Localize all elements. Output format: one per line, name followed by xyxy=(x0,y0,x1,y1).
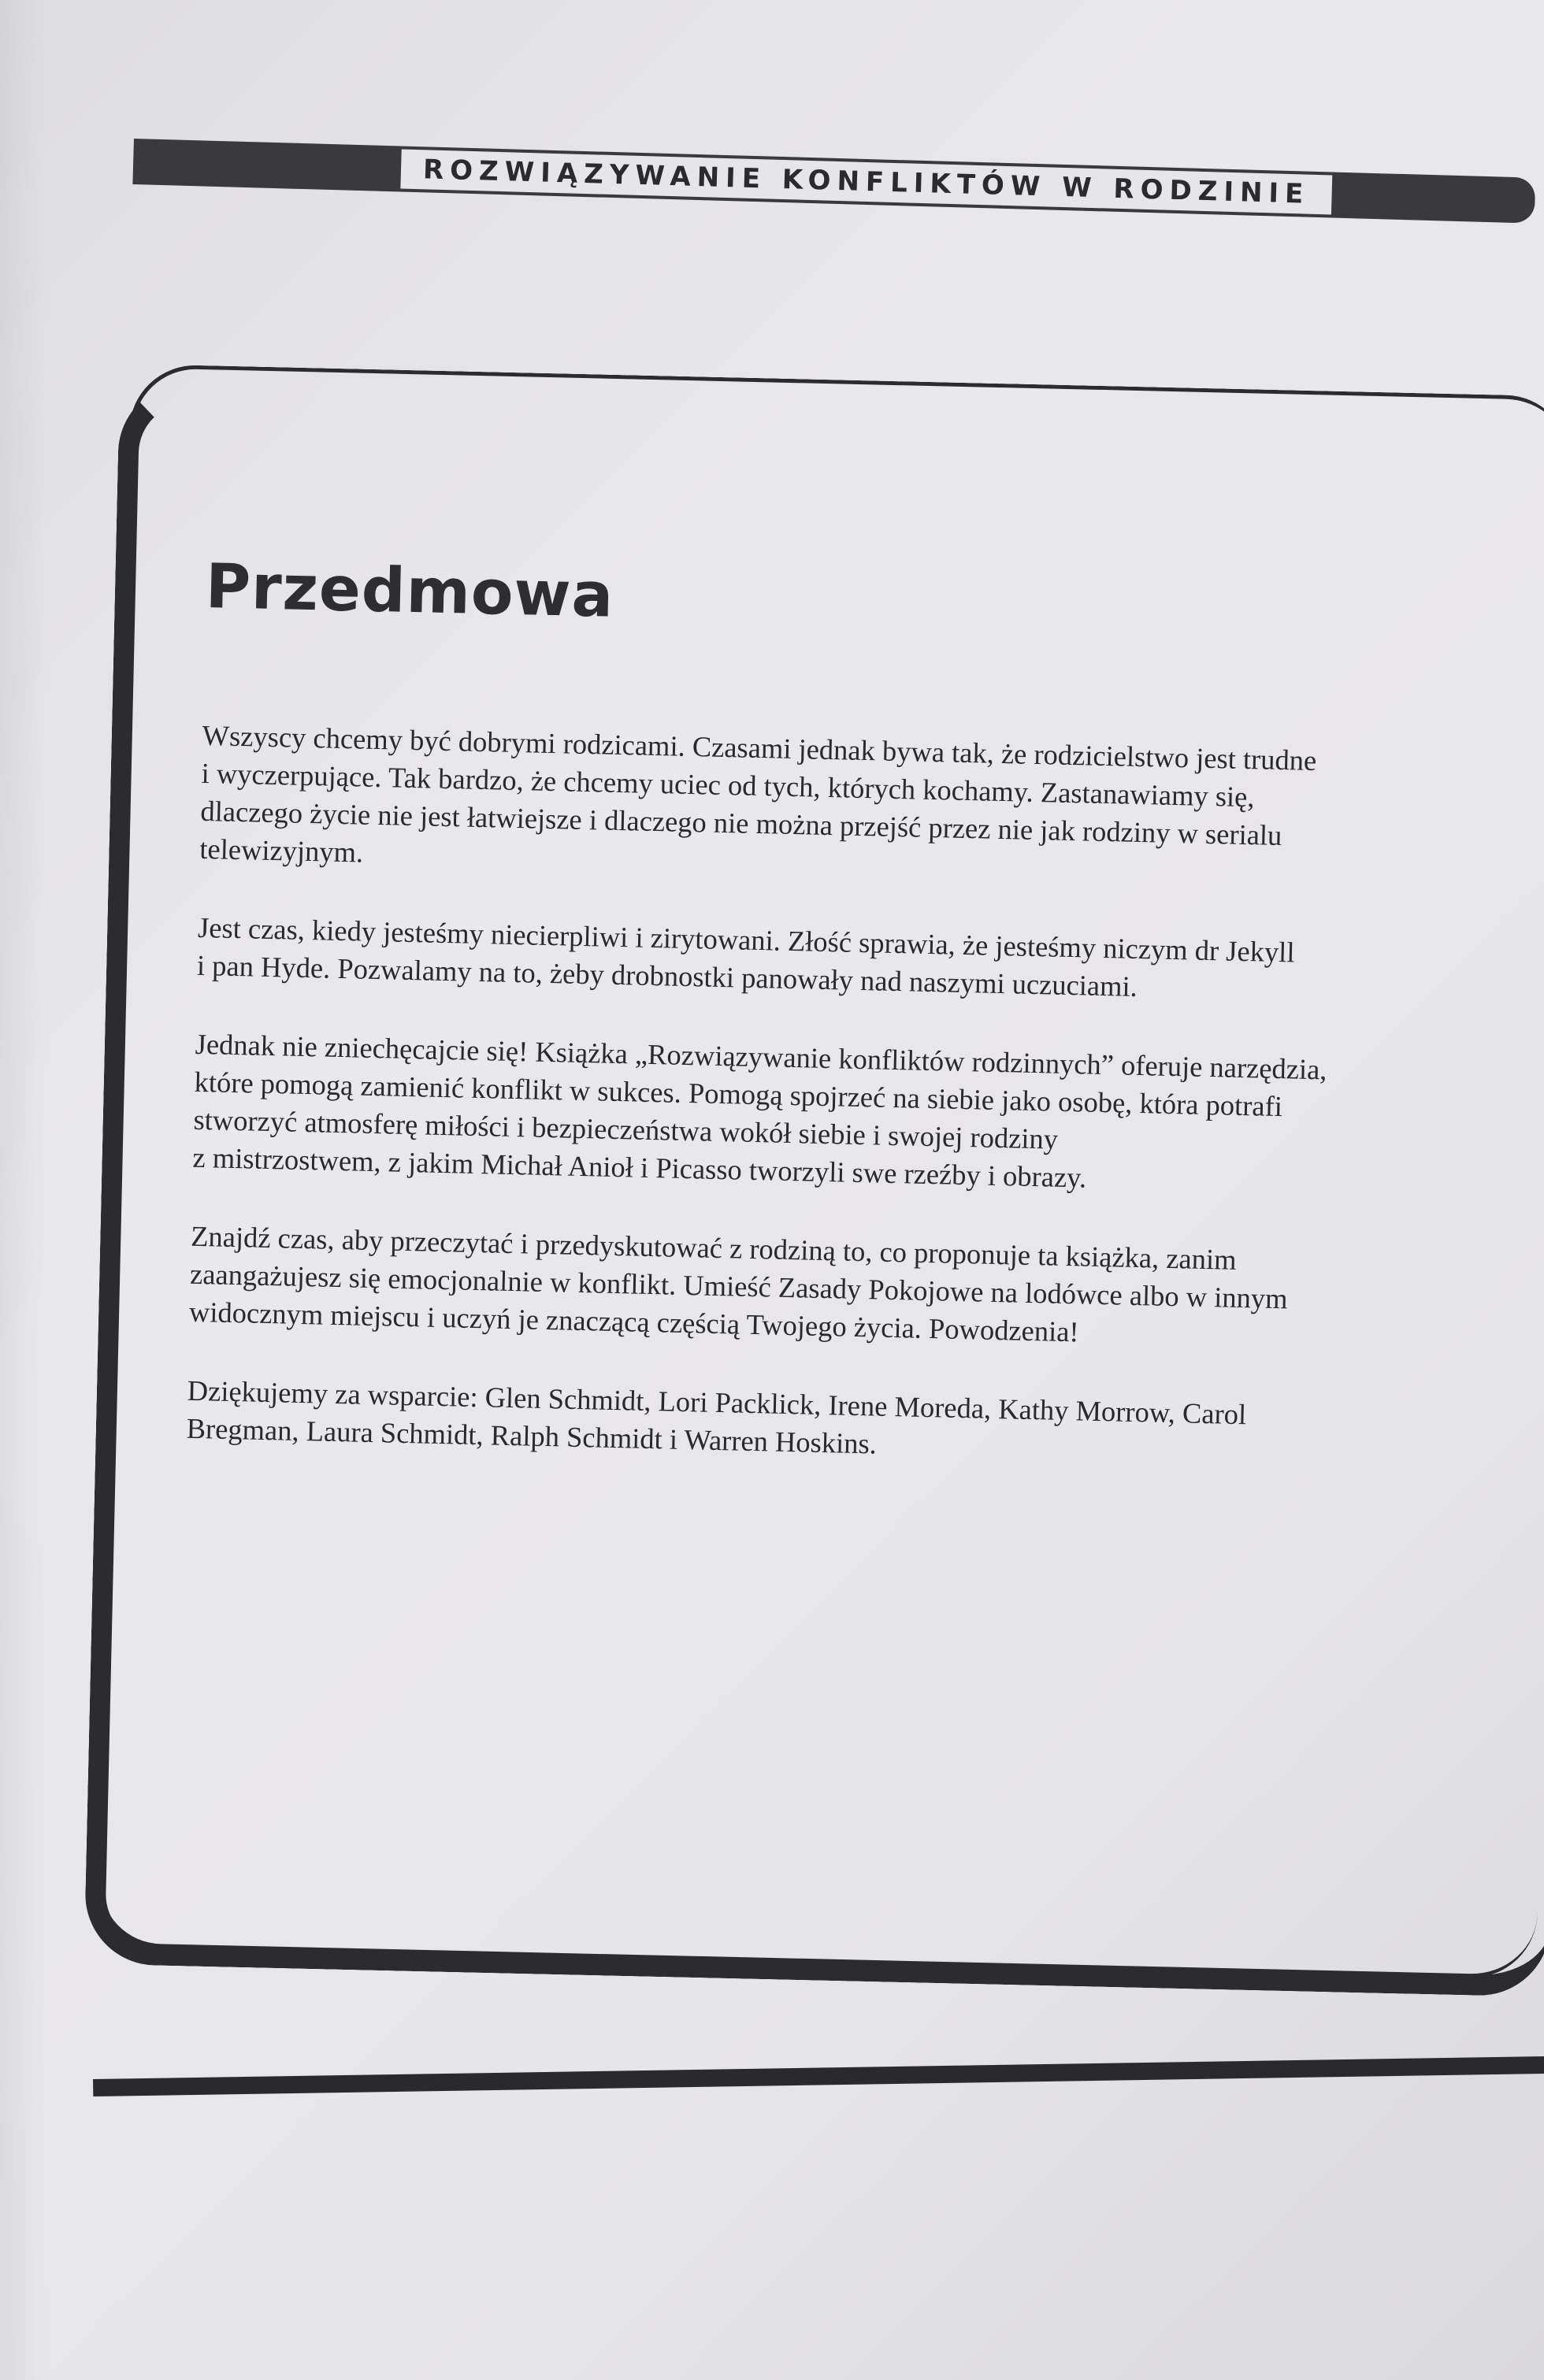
page-edge-shadow xyxy=(0,0,47,2380)
preface-content xyxy=(185,551,1498,1518)
running-header-title: ROZWIĄZYWANIE KONFLIKTÓW W RODZINIE xyxy=(400,149,1332,214)
paragraph-1: Wszyscy chcemy być dobrymi rodzicami. Czasami jednak bywa tak, że rodzicielstwo jest trudne i wyczerpujące. Tak bardzo, że chcemy uciec od tych, których kochamy. Zastanawiamy się, dlaczego życie nie jest łatwiejsze i dlaczego nie można przejść przez nie jak rodziny w serialu telewizyjnym. xyxy=(199,718,1317,869)
paragraph-acknowledgements: Dziękujemy za wsparcie: Glen Schmidt, Lori Packlick, Irene Moreda, Kathy Morrow, Carol Bregman, Laura Schmidt, Ralph Schmidt i Warren Hoskins. xyxy=(186,1374,1247,1460)
page-title: Przedmowa xyxy=(204,551,615,632)
paragraph-3: Jednak nie zniechęcajcie się! Książka „Rozwiązywanie konfliktów rodzinnych” oferuje narzędzia, które pomogą zamienić konflikt w sukces. Pomogą spojrzeć na siebie jako osobę, która potrafi stworzyć atmosferę miłości i bezpieczeństwa wokół siebie i swojej rodziny z mistrzostwem, z jakim Michał Anioł i Picasso tworzyli swe rzeźby i obrazy. xyxy=(192,1027,1327,1194)
running-header-bar xyxy=(132,139,1535,224)
paragraph-4: Znajdź czas, aby przeczytać i przedyskutować z rodziną to, co proponuje ta książka, zanim zaangażujesz się emocjonalnie w konflikt. Umieść Zasady Pokojowe na lodówce albo w innym widocznym miejscu i uczyń je znaczącą częścią Twojego życia. Powodzenia! xyxy=(188,1219,1288,1348)
paragraph-2: Jest czas, kiedy jesteśmy niecierpliwi i zirytowani. Złość sprawia, że jesteśmy niczym dr Jekyll i pan Hyde. Pozwalamy na to, żeby drobnostki panowały nad naszymi uczuciami. xyxy=(196,910,1295,1003)
footer-rule xyxy=(93,2056,1544,2096)
